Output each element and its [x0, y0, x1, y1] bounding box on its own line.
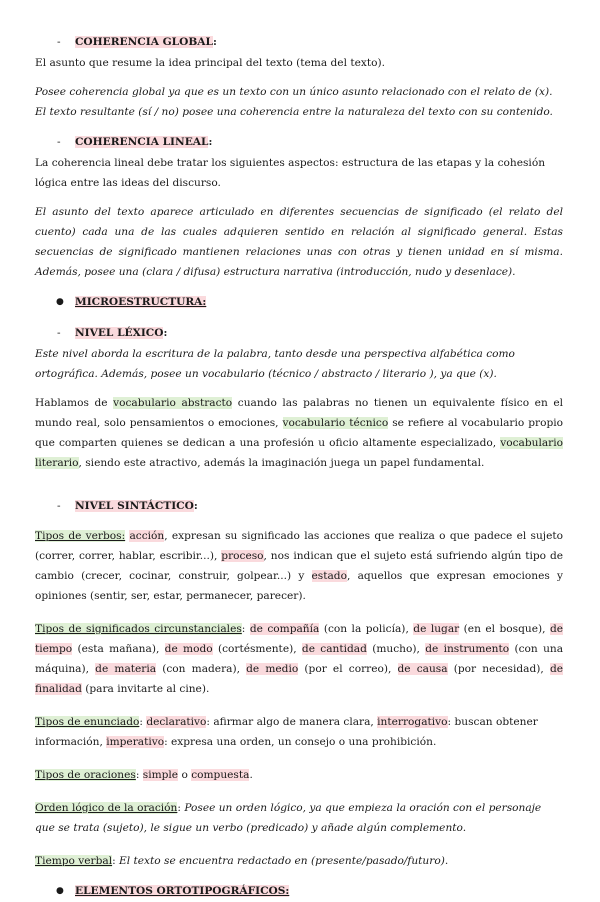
- heading-text: NIVEL LÉXICO: [75, 327, 164, 339]
- tipos-de-verbos-paragraph: Tipos de verbos: acción, expresan su significado las acciones que realiza o que padece el sujeto (correr, correr, hablar, escribir...), proceso, nos indican que el sujeto está sufriendo algún tipo de cambio (crecer, cocinar, construir, golpear...) y estado, aquellos que expresan emociones y opiniones (sentir, ser, estar, permanecer, parecer).: [35, 530, 563, 602]
- highlight-vocabulario-literario: vocabulario literario: [35, 437, 563, 469]
- global-italic-paragraph: Posee coherencia global ya que es un texto con un único asunto relacionado con el relato de (x). El texto resultante (sí / no) posee una coherencia entre la naturaleza del texto con su contenido.: [35, 86, 553, 118]
- dash-marker: -: [57, 500, 61, 512]
- orden-logico-paragraph: Orden lógico de la oración: Posee un orden lógico, ya que empieza la oración con el personaje que se trata (sujeto), le sigue un verbo (predicado) y añade algún complemento.: [35, 802, 542, 834]
- heading-text: ELEMENTOS ORTOTIPOGRÁFICOS:: [75, 885, 290, 897]
- bullet-icon: ●: [56, 297, 64, 307]
- lineal-definition: La coherencia lineal debe tratar los siguientes aspectos: estructura de las etapas y la cohesión lógica entre las ideas del discurso.: [35, 157, 546, 189]
- lineal-italic-paragraph: El asunto del texto aparece articulado en diferentes secuencias de significado (el relato del cuento) cada una de las cuales adquieren sentido en relación al significado general. Estas secuencias de significado mantienen relaciones unas con otras y tienen unidad en sí misma. Además, posee una (clara / difusa) estructura narrativa (introducción, nudo y desenlace).: [35, 206, 563, 278]
- document-page: [35, 31, 563, 902]
- highlight-vocabulario-abstracto: vocabulario abstracto: [113, 397, 233, 409]
- heading-microestructura: [35, 291, 563, 313]
- heading-text: COHERENCIA LINEAL: [75, 136, 209, 148]
- heading-nivel-sintactico: - NIVEL SINTÁCTICO:: [35, 495, 563, 517]
- label-tiempo-verbal: Tiempo verbal: [35, 855, 113, 867]
- heading-coherencia-lineal: - COHERENCIA LINEAL:: [35, 131, 563, 153]
- lexico-italic-paragraph: Este nivel aborda la escritura de la palabra, tanto desde una perspectiva alfabética como ortográfica. Además, posee un vocabulario (técnico / abstracto / literario ), ya que (x).: [35, 348, 515, 380]
- label-significados-circunstanciales: Tipos de significados circunstanciales: [35, 623, 242, 635]
- dash-marker: -: [57, 327, 61, 339]
- label-tipos-de-oraciones: Tipos de oraciones: [35, 769, 136, 781]
- dash-marker: -: [57, 136, 61, 148]
- dash-marker: -: [57, 36, 61, 48]
- significados-circunstanciales-paragraph: Tipos de significados circunstanciales: de compañía (con la policía), de lugar (en el bosque), de tiempo (esta mañana), de modo (cortésmente), de cantidad (mucho), de instrumento (con una máquina), de materia (con madera), de medio (por el correo), de causa (por necesidad), de finalidad (para invitarte al cine).: [35, 623, 564, 695]
- heading-text: MICROESTRUCTURA:: [75, 296, 207, 308]
- label-tipos-de-verbos: Tipos de verbos:: [35, 530, 126, 542]
- global-definition: El asunto que resume la idea principal del texto (tema del texto).: [35, 57, 385, 69]
- label-orden-logico: Orden lógico de la oración: [35, 802, 178, 814]
- heading-text: COHERENCIA GLOBAL: [75, 36, 213, 48]
- label-tipos-de-enunciado: Tipos de enunciado: [35, 716, 140, 728]
- heading-coherencia-global: - COHERENCIA GLOBAL:: [35, 31, 563, 53]
- heading-nivel-lexico: - NIVEL LÉXICO:: [35, 322, 563, 344]
- tiempo-verbal-paragraph: Tiempo verbal: El texto se encuentra redactado en (presente/pasado/futuro).: [35, 855, 449, 867]
- bullet-icon: ●: [56, 886, 64, 896]
- tipos-de-oraciones-paragraph: Tipos de oraciones: simple o compuesta.: [35, 769, 253, 781]
- tipos-de-enunciado-paragraph: Tipos de enunciado: declarativo: afirmar algo de manera clara, interrogativo: buscan obtener información, imperativo: expresa una orden, un consejo o una prohibición.: [35, 716, 538, 748]
- heading-elementos-ortotipograficos: [35, 880, 563, 902]
- heading-text: NIVEL SINTÁCTICO: [75, 500, 194, 512]
- highlight-vocabulario-tecnico: vocabulario técnico: [282, 417, 389, 429]
- lexico-vocabulary-paragraph: Hablamos de vocabulario abstracto cuando las palabras no tienen un equivalente físico en el mundo real, solo pensamientos o emociones, vocabulario técnico se refiere al vocabulario propio que comparten quienes se dedican a una profesión u oficio altamente especializado, vocabulario literario, siendo este atractivo, además la imaginación juega un papel fundamental.: [35, 397, 563, 469]
